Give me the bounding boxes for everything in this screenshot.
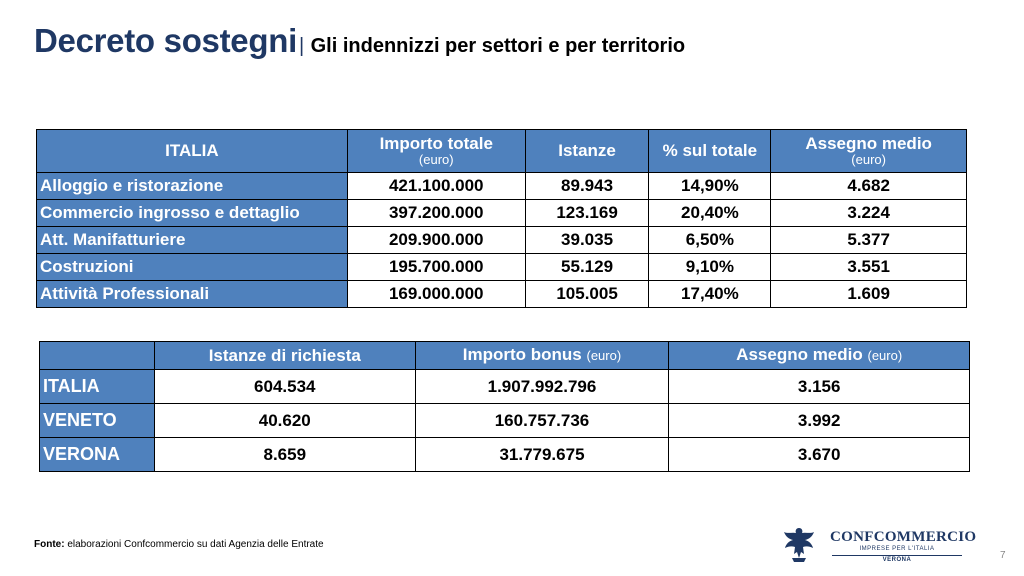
row-label: Att. Manifatturiere (37, 227, 348, 254)
cell-percent: 6,50% (649, 227, 771, 254)
table-row (37, 200, 967, 227)
header-istanze-richiesta: Istanze di richiesta (154, 342, 415, 370)
cell-importo: 195.700.000 (347, 254, 525, 281)
cell-importo: 169.000.000 (347, 281, 525, 308)
header-importo-totale: Importo totale (euro) (347, 130, 525, 173)
source-note (34, 539, 324, 550)
header-istanze: Istanze (525, 130, 649, 173)
cell-importo: 1.907.992.796 (415, 370, 669, 404)
cell-istanze: 55.129 (525, 254, 649, 281)
table-row (37, 254, 967, 281)
title-subtitle: Gli indennizzi per settori e per territorio (310, 35, 686, 57)
cell-importo: 160.757.736 (415, 404, 669, 438)
cell-istanze: 123.169 (525, 200, 649, 227)
source-label: Fonte: (34, 539, 65, 550)
header-percent-totale: % sul totale (649, 130, 771, 173)
territory-table (39, 341, 970, 472)
title-separator: | (298, 35, 305, 57)
header-assegno-medio: Assegno medio (euro) (669, 342, 970, 370)
cell-percent: 17,40% (649, 281, 771, 308)
eagle-icon (780, 524, 818, 564)
confcommercio-logo (780, 524, 977, 564)
slide-title (34, 22, 685, 60)
row-label: VERONA (40, 438, 155, 472)
cell-importo: 209.900.000 (347, 227, 525, 254)
row-label: ITALIA (40, 370, 155, 404)
source-text: elaborazioni Confcommercio su dati Agenzia delle Entrate (67, 539, 324, 550)
row-label: Attività Professionali (37, 281, 348, 308)
cell-assegno: 3.992 (669, 404, 970, 438)
cell-istanze: 39.035 (525, 227, 649, 254)
title-main: Decreto sostegni (34, 22, 297, 59)
cell-istanze: 604.534 (154, 370, 415, 404)
cell-assegno: 5.377 (771, 227, 967, 254)
cell-importo: 397.200.000 (347, 200, 525, 227)
cell-assegno: 3.551 (771, 254, 967, 281)
cell-percent: 20,40% (649, 200, 771, 227)
cell-istanze: 8.659 (154, 438, 415, 472)
logo-brand: CONFCOMMERCIO (830, 529, 977, 545)
cell-percent: 9,10% (649, 254, 771, 281)
logo-tagline: IMPRESE PER L'ITALIA (859, 546, 935, 552)
table-row (37, 173, 967, 200)
cell-istanze: 105.005 (525, 281, 649, 308)
cell-assegno: 1.609 (771, 281, 967, 308)
cell-assegno: 3.224 (771, 200, 967, 227)
cell-importo: 31.779.675 (415, 438, 669, 472)
cell-importo: 421.100.000 (347, 173, 525, 200)
page-number: 7 (1000, 550, 1006, 561)
cell-istanze: 89.943 (525, 173, 649, 200)
row-label: Costruzioni (37, 254, 348, 281)
table-row (40, 404, 970, 438)
header-importo-bonus: Importo bonus (euro) (415, 342, 669, 370)
row-label: VENETO (40, 404, 155, 438)
logo-city: VERONA (832, 555, 962, 563)
table-row (40, 438, 970, 472)
cell-istanze: 40.620 (154, 404, 415, 438)
header-empty (40, 342, 155, 370)
cell-assegno: 3.670 (669, 438, 970, 472)
sector-table (36, 129, 967, 308)
territory-table-header (40, 342, 970, 370)
header-assegno-medio: Assegno medio (euro) (771, 130, 967, 173)
cell-percent: 14,90% (649, 173, 771, 200)
table-row (40, 370, 970, 404)
row-label: Alloggio e ristorazione (37, 173, 348, 200)
table-row (37, 227, 967, 254)
cell-assegno: 4.682 (771, 173, 967, 200)
sector-table-header (37, 130, 967, 173)
header-italia: ITALIA (37, 130, 348, 173)
table-row (37, 281, 967, 308)
row-label: Commercio ingrosso e dettaglio (37, 200, 348, 227)
cell-assegno: 3.156 (669, 370, 970, 404)
